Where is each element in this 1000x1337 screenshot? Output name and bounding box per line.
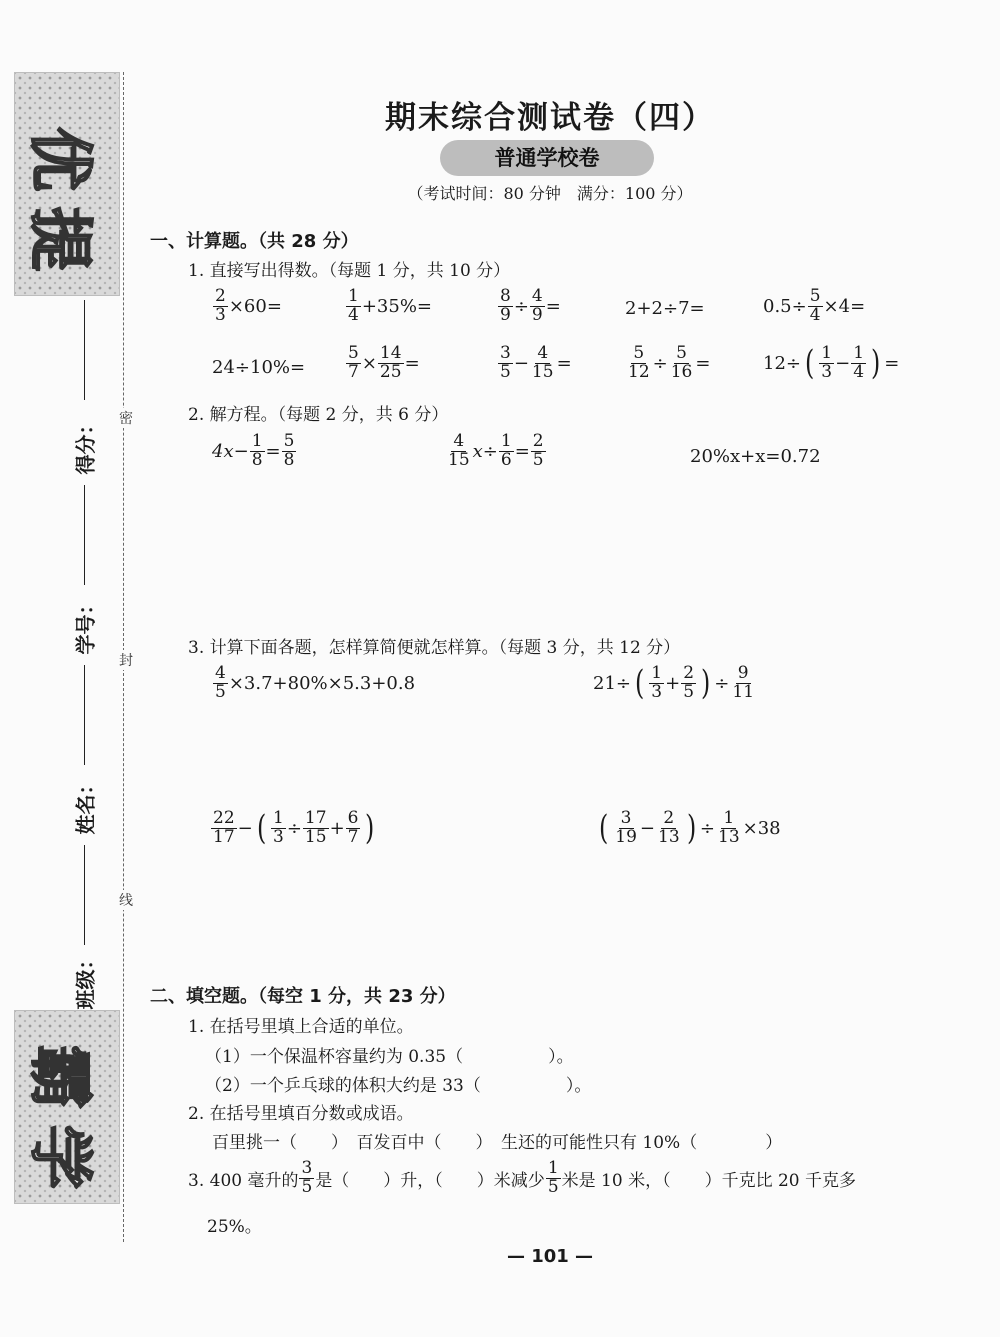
- equation-2: $\frac{4}{15}$ x÷ $\frac{1}{6}$ = $\frac{2}{5}$: [448, 431, 544, 470]
- simplify-problem-1: $\frac{4}{5}$ ×3.7+80%×5.3+0.8: [215, 663, 416, 702]
- seal-char-xian: 线: [116, 890, 136, 910]
- s2-q2-heading: 2. 在括号里填百分数或成语。: [188, 1104, 414, 1124]
- simplify-problem-3: $\frac{22}{17}$ − ( $\frac{1}{3}$ ÷ $\frac{17}{15}$ + $\frac{6}{7}$ ): [213, 808, 375, 849]
- simplify-problem-4: ( $\frac{3}{19}$ − $\frac{2}{13}$ ) ÷ $\frac{1}{13}$ ×38: [598, 808, 781, 849]
- q1-heading: 1. 直接写出得数。（每题 1 分，共 10 分）: [188, 261, 511, 281]
- calc-item: $\frac{2}{3}$ ×60=: [215, 286, 282, 325]
- id-line: [84, 485, 85, 585]
- calc-item: $\frac{3}{5}$ − $\frac{4}{15}$ =: [500, 343, 572, 382]
- student-id-label: 学号：: [73, 594, 98, 655]
- section2-heading: 二、填空题。（每空 1 分，共 23 分）: [150, 986, 456, 1007]
- banner-char: 优: [22, 127, 96, 191]
- section1-heading: 一、计算题。（共 28 分）: [150, 231, 359, 252]
- calc-item: $\frac{5}{12}$ ÷ $\frac{5}{16}$ =: [628, 343, 711, 382]
- calc-item: 0.5÷ $\frac{5}{4}$ ×4=: [763, 286, 866, 325]
- seal-char-feng: 封: [116, 650, 136, 670]
- s2-q1-a: （1）一个保温杯容量约为 0.35（ ）。: [205, 1047, 574, 1067]
- banner-char: 学: [22, 1125, 96, 1189]
- binding-banner-top: [14, 72, 120, 296]
- page-number: — 101 —: [506, 1246, 594, 1267]
- calc-item: $\frac{8}{9}$ ÷ $\frac{4}{9}$ =: [500, 286, 561, 325]
- calc-item: $\frac{5}{7}$ × $\frac{14}{25}$ =: [348, 343, 420, 382]
- calc-item: $\frac{1}{4}$ +35%=: [348, 286, 432, 325]
- name-label: 姓名：: [73, 774, 98, 835]
- s2-q2-line: 百里挑一（ ） 百发百中（ ） 生还的可能性只有 10%（ ）: [212, 1133, 783, 1153]
- q3-heading: 3. 计算下面各题，怎样算简便就怎样算。（每题 3 分，共 12 分）: [188, 638, 681, 658]
- binding-banner-bottom: [14, 1010, 120, 1204]
- seal-char-mi: 密: [116, 408, 136, 428]
- s2-q1-b: （2）一个乒乓球的体积大约是 33（ ）。: [205, 1076, 592, 1096]
- banner-char: 提: [22, 207, 96, 271]
- simplify-problem-2: 21÷ ( $\frac{1}{3}$ + $\frac{2}{5}$ ) ÷ $\frac{9}{11}$: [593, 663, 755, 704]
- paper-type-badge: 普通学校卷: [440, 140, 654, 176]
- q2-heading: 2. 解方程。（每题 2 分，共 6 分）: [188, 405, 449, 425]
- s2-q3-line: 3. 400 毫升的 $\frac{3}{5}$ 是（ ）升，（ ）米减少 $\frac{1}{5}$ 米是 10 米，（ ）千克比 20 千克多: [188, 1158, 857, 1197]
- calc-item: 24÷10%=: [212, 357, 306, 378]
- page-title: 期末综合测试卷（四）: [385, 100, 715, 136]
- class-line: [84, 845, 85, 945]
- name-line: [84, 665, 85, 765]
- score-line: [84, 300, 85, 400]
- equation-3: 20%x+x=0.72: [690, 446, 821, 467]
- exam-meta: （考试时间：80 分钟 满分：100 分）: [407, 184, 693, 203]
- equation-1: 4x− $\frac{1}{8}$ = $\frac{5}{8}$: [212, 431, 295, 470]
- s2-q1-heading: 1. 在括号里填上合适的单位。: [188, 1017, 414, 1037]
- calc-item: 12÷ ( $\frac{1}{3}$ − $\frac{1}{4}$ ) =: [763, 343, 900, 384]
- class-label: 班级：: [73, 949, 98, 1010]
- s2-q3-tail: 25%。: [207, 1217, 262, 1237]
- calc-item: 2+2÷7=: [625, 298, 705, 319]
- score-label: 得分：: [73, 414, 98, 475]
- banner-char: 霸: [22, 1045, 96, 1109]
